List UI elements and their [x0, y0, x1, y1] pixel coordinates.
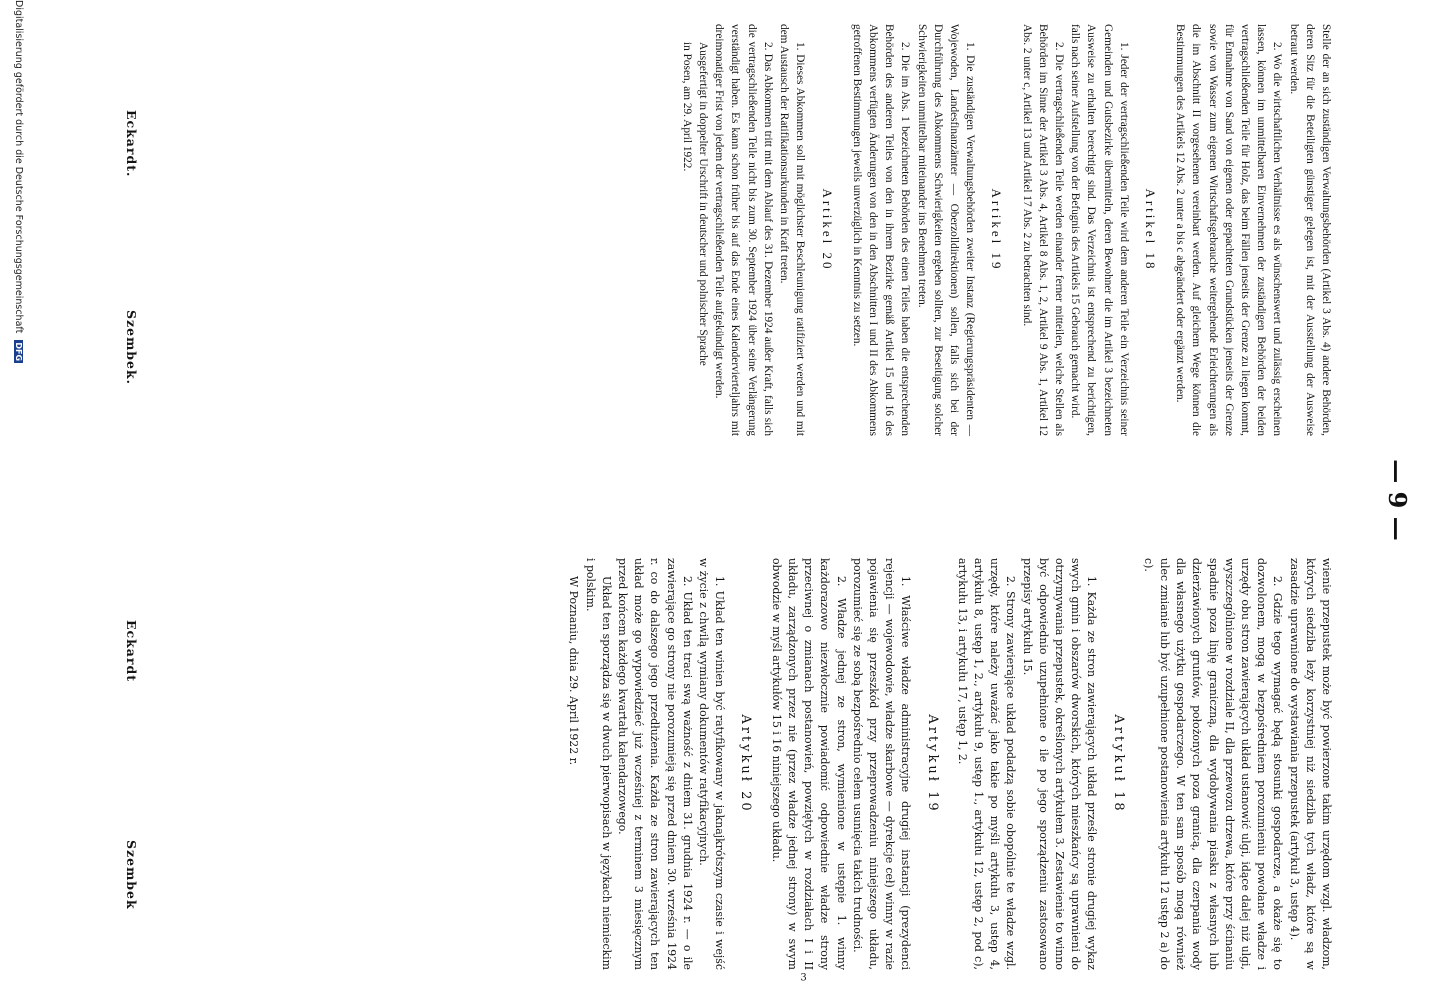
polish-paragraph-2: 2. Gdzie tego wymagać będą stosunki gospodarcze, a okaże się to dozwolonem, mogą w bezpośredniem porozumieniu powołane władze i urzędy obu stron zawierających układ ustanowić ulgi, idące dalej niż ulgi, wyszczególnione w rozdziale II, dla przewozu drzewa, które przy ścinaniu spadnie poza linję graniczną, dla wydobywania piasku z własnych lub dzierżawionych gruntów, położonych poza granicą, dla czerpania wody dla własnego użytku gospodarczego. W ten sam sposób mogą również ulec zmianie lub być uzupełnione postanowienia artykułu 12 ustęp 2 a) do c). [1141, 558, 1285, 970]
polish-closing: Układ ten sporządza się w dwuch pierwopisach w językach niemieckim i polskim. [583, 558, 613, 970]
polish-signature-szembek: Szembek [124, 840, 139, 910]
german-article-18-heading: Artikel 18 [1142, 188, 1158, 272]
german-intro: Stelle der an sich zuständigen Verwaltungsbehörden (Artikel 3 Abs. 4) andere Behörden, deren Sitz für die Beteiligten günstiger gelegen ist, mit der Ausstellung der Ausweise betraut werden. [1287, 24, 1332, 436]
polish-article-18-heading: Artykuł 18 [1110, 714, 1126, 814]
german-article-18-p2: 2. Die vertragschließenden Teile werden einander ferner mitteilen, welche Stellen als Behörden im Sinne der Artikel 3 Abs. 4, Artikel 8 Abs. 1, 2, Artikel 9 Abs. 1, Artikel 12 Abs. 2 unter c, Artikel 13 und Artikel 17 Abs. 2 zu betrachten sind. [1020, 24, 1065, 436]
sheet-number: 3 [800, 972, 807, 984]
german-closing: Ausgefertigt in doppelter Urschrift in deutscher und polnischer Sprache [697, 42, 710, 366]
polish-article-19-heading: Artykuł 19 [924, 714, 940, 814]
footer-text: Digitalisierung gefördert durch die Deutsche Forschungsgemeinschaft [13, 0, 24, 334]
polish-article-19-p2: 2. Władze jednej ze stron, wymienione w ustępie 1. winny każdorazowo niezwłocznie powiadomić odpowiednie władze strony przeciwnej o zmianach postanowień, powziętych w rozdziałach I i II układu, zarządzonych przez nie (przez władze jednej strony) w swym obwodzie w myśl artykułów 15 i 16 niniejszego układu. [769, 558, 848, 970]
german-article-18-p1: 1. Jeder der vertragschließenden Teile wird dem anderen Teile ein Verzeichnis seiner Gemeinden und Gutsbezirke übermitteln, deren Bewohner die im Artikel 3 bezeichneten Ausweise zu erhalten berechtigt sind. Das Verzeichnis ist entsprechend zu berichtigen, falls nach seiner Aufstellung von der Befugnis des Artikels 15 Gebrauch gemacht wird. [1069, 24, 1130, 436]
dfg-logo-icon: DFG [14, 342, 23, 362]
german-signature-szembek: Szembek. [124, 310, 139, 386]
polish-article-20-heading: Artykuł 20 [738, 714, 754, 814]
polish-article-20-p1: 1. Układ ten winien być ratyfikowany w jaknajkrótszym czasie i wejść w życie z chwilą wymiany dokumentów ratyfikacyjnych. [697, 558, 727, 970]
german-column [679, 24, 1334, 436]
german-article-20-heading: Artikel 20 [819, 188, 835, 272]
polish-column [565, 558, 1334, 970]
polish-article-18-p1: 1. Każda ze stron zawierających układ prześle stronie drugiej wykaz swych gmin i obszarów dworskich, których mieszkańcy są uprawnieni do otrzymywania przepustek, określonych artykułem 3. Zestawienie to winno być odpowiednio uzupełnione o ile po jego sporządzeniu zastosowano przepisy artykułu 15. [1020, 558, 1099, 970]
page-number: — 9 — [1383, 459, 1412, 541]
polish-article-19-p1: 1. Właściwe władze administracyjne drugiej instancji (prezydenci rejencji — wojewodowie, władze skarbowe — dyrekcje ceł) winny w razie pojawienia się przeszkód przy przeprowadzeniu niniejszego układu, porozumieć się ze sobą bezpośrednio celem usunięcia takich trudności. [850, 558, 913, 970]
german-place-date: in Posen, am 29. April 1922. [680, 42, 693, 172]
polish-signature-eckardt: Eckardt [124, 620, 139, 682]
polish-article-18-p2: 2. Strony zawierające układ podadzą sobie obopólnie te władze wzgl. urzędy, które należy uważać jako takie po myśli artykułu 3, ustęp 4, artykułu 8, ustęp 1, 2., artykułu 9, ustęp 1., artykułu 12, ustęp 2, pod c), artykułu 13, i artykułu 17, ustęp 1, 2. [955, 558, 1018, 970]
german-article-19-p2: 2. Die im Abs. 1 bezeichneten Behörden des einen Teiles haben die entsprechenden Behörden des anderen Teiles von den in ihrem Bezirke gemäß Artikel 15 und 16 des Abkommens verfügten Änderungen von den in den Abschnitten I und II des Abkommens getroffenen Bestimmungen jeweils unverzüglich in Kenntnis zu setzen. [850, 24, 912, 436]
german-article-19-heading: Artikel 19 [989, 188, 1005, 272]
german-article-20-p1: 1. Dieses Abkommen soll mit möglichster Beschleunigung ratifiziert werden und mit dem Austausch der Ratifikationsurkunden in Kraft treten. [778, 24, 807, 436]
german-article-19-p1: 1. Die zuständigen Verwaltungsbehörden zweiter Instanz (Regierungspräsidenten — Wojewoden, Landesfinanzämter — Oberzolldirektionen) sollen, falls sich bei der Durchführung des Abkommens Schwierigkeiten ergeben sollten, zur Beseitigung solcher Schwierigkeiten unmittelbar miteinander ins Benehmen treten. [915, 24, 977, 436]
digitization-footer [13, 0, 24, 1000]
polish-place-date: W Poznaniu, dnia 29. April 1922 r. [567, 576, 581, 766]
polish-intro: wienie przepustek może być powierzone takim urzędom wzgl. władzom, których siedziba leży korzystniej niż siedziba tych władz, które są w zasadzie uprawnione do wystawiania przepustek (artykuł 3, ustęp 4). [1287, 558, 1333, 970]
polish-article-20-p2: 2. Układ ten traci swą ważność z dniem 31. grudnia 1924 r. — o ile zawierające go strony nie porozumieją się przed dniem 30. września 1924 r. co do dalszego jego przedłużenia. Każda ze stron zawierających ten układ może go wypowiedzieć już wcześniej z terminem 3 miesięcznym przed końcem każdego kwartału kalendarzowego. [616, 558, 694, 970]
german-paragraph-2: 2. Wo die wirtschaftlichen Verhältnisse es als wünschenswert und zulässig erscheinen lassen, können im unmittelbaren Einvernehmen der zuständigen Behörden der beiden vertragschließenden Teile für Holz, das beim Fällen jenseits der Grenze zu liegen kommt, für Entnahme von Sand von eigenen oder gepachteten Grundstücken jenseits der Grenze sowie von Wasser zum eigenen Wirtschaftsgebrauche weitergehende Erleichterungen als die im Abschnitt II vorgesehenen vereinbart werden. Auf gleichem Wege können die Bestimmungen des Artikels 12 Abs. 2 unter a bis c abgeändert oder ergänzt werden. [1174, 24, 1284, 436]
german-article-20-p2: 2. Das Abkommen tritt mit dem Ablauf des 31. Dezember 1924 außer Kraft, falls sich die vertragschließenden Teile nicht bis zum 30. September 1924 über seine Verlängerung verständigt haben. Es kann schon früher bis auf das Ende eines Kalendervierteljahrs mit dreimonatiger Frist von jedem der vertragschließenden Teile aufgekündigt werden. [713, 24, 774, 436]
german-signature-eckardt: Eckardt. [124, 110, 139, 178]
